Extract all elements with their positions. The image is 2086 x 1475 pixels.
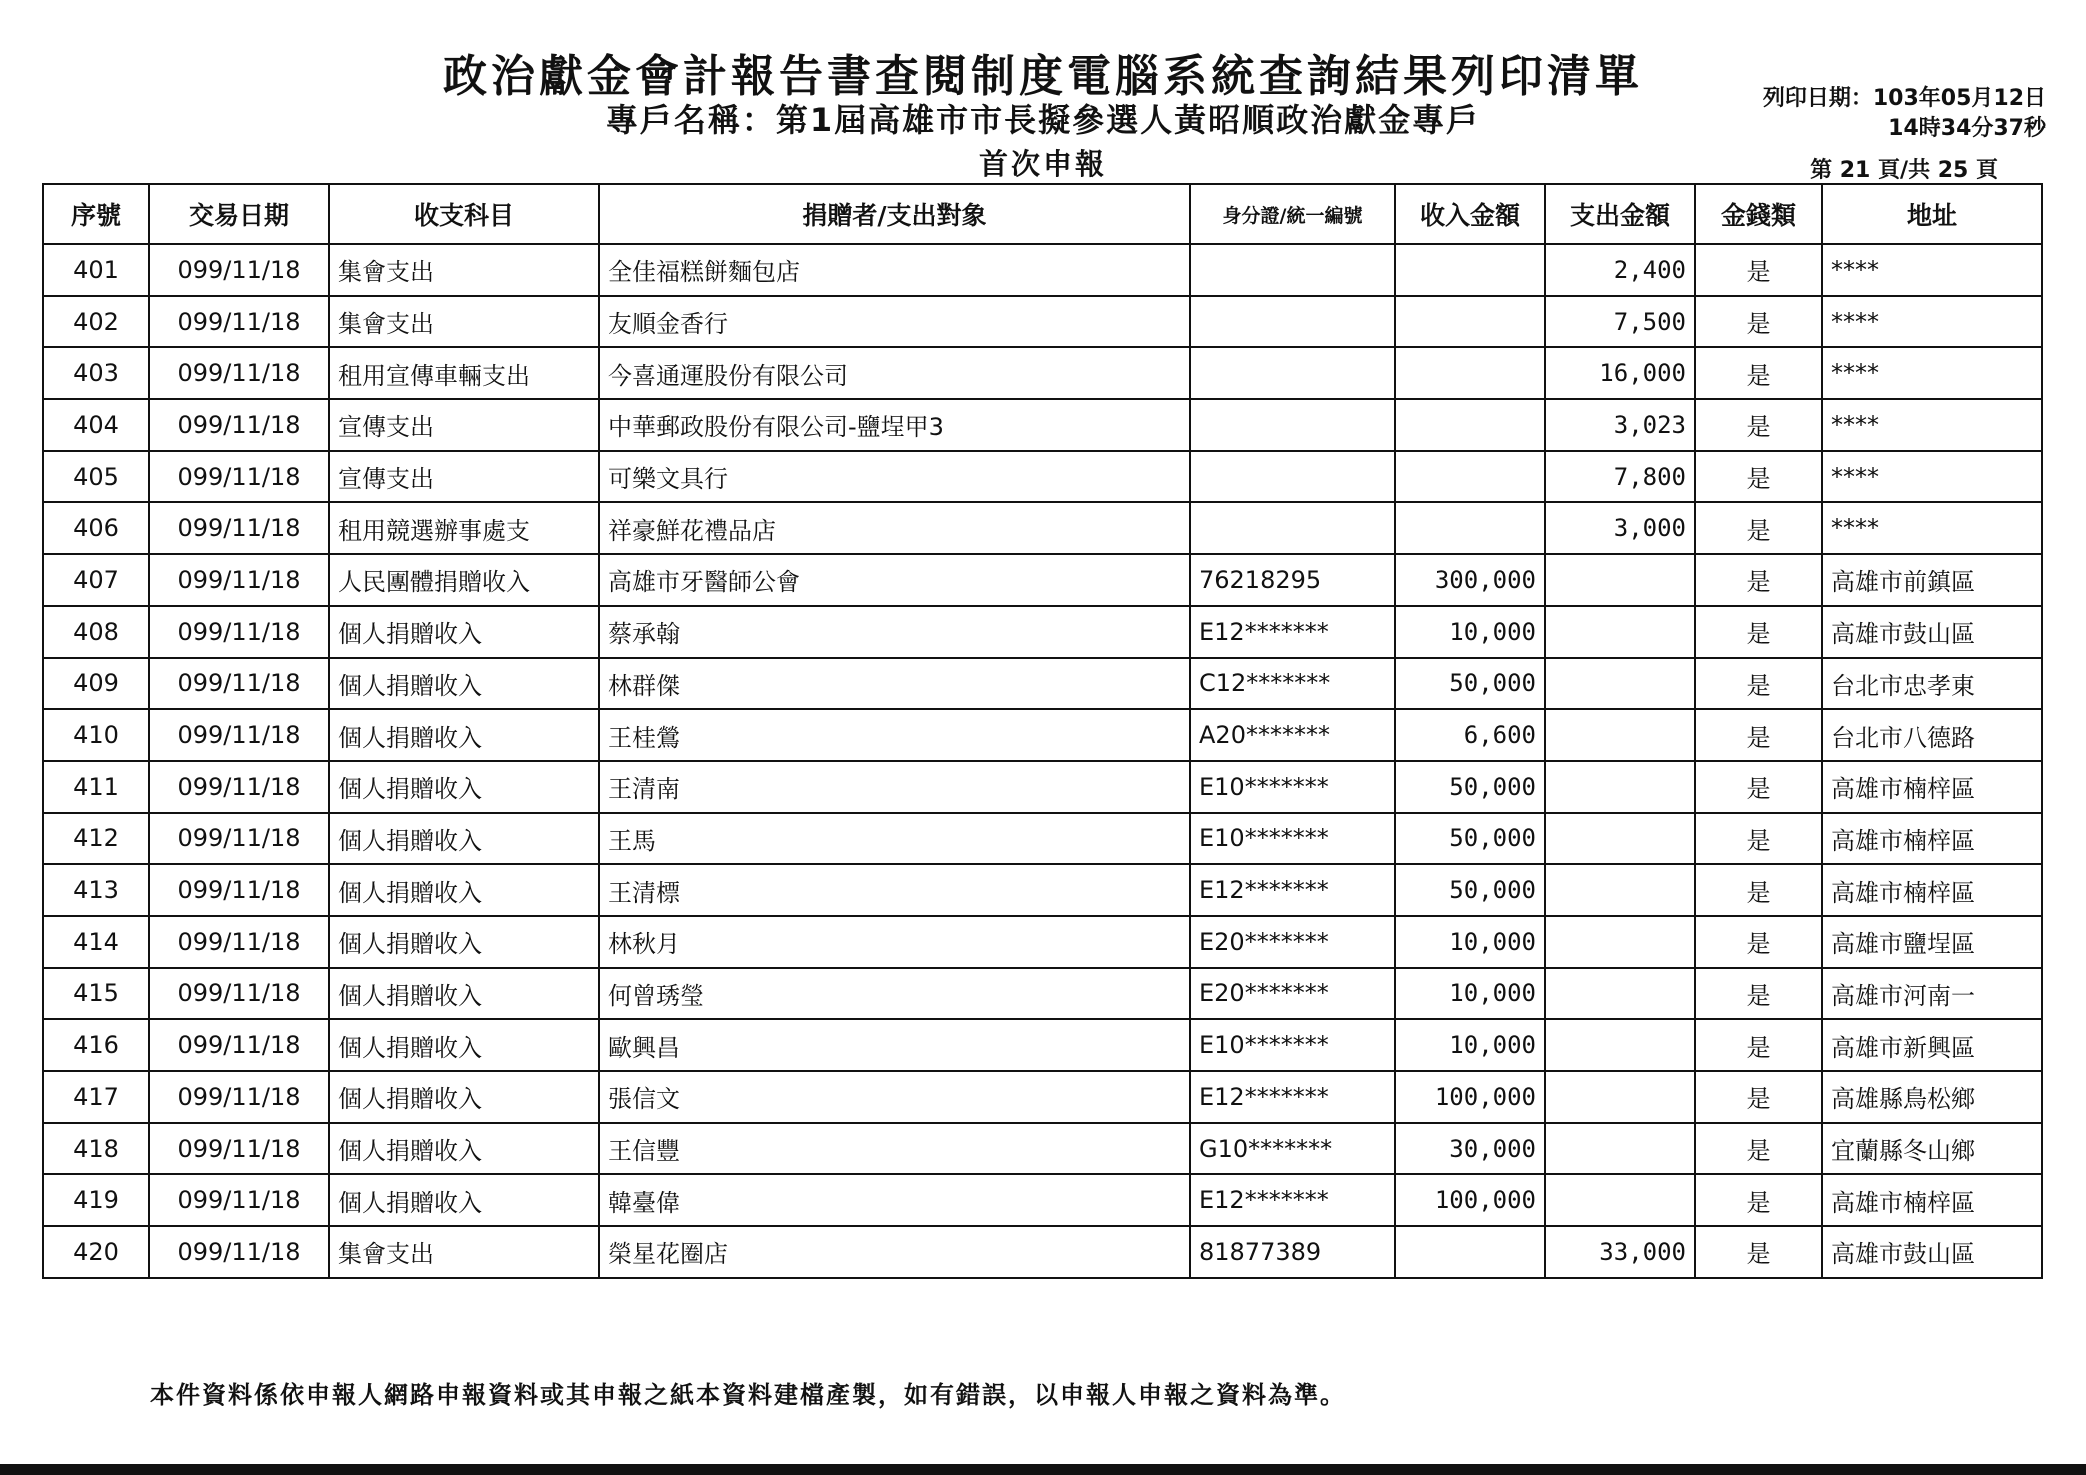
cell-address: 高雄市楠梓區 bbox=[1822, 864, 2042, 916]
cell-money-flag: 是 bbox=[1695, 1174, 1822, 1226]
cell-expense bbox=[1545, 968, 1695, 1020]
cell-date: 099/11/18 bbox=[149, 1019, 329, 1071]
cell-date: 099/11/18 bbox=[149, 813, 329, 865]
cell-expense bbox=[1545, 554, 1695, 606]
cell-expense bbox=[1545, 864, 1695, 916]
cell-party: 王馬 bbox=[599, 813, 1190, 865]
cell-address: 高雄市前鎮區 bbox=[1822, 554, 2042, 606]
table-row bbox=[43, 968, 2042, 1020]
print-date bbox=[1763, 84, 2046, 144]
print-date-line1: 列印日期：103年05月12日 bbox=[1762, 86, 2046, 111]
cell-address: **** bbox=[1822, 502, 2042, 554]
cell-seq: 405 bbox=[43, 451, 149, 503]
cell-expense bbox=[1545, 1123, 1695, 1175]
cell-money-flag: 是 bbox=[1695, 864, 1822, 916]
cell-money-flag: 是 bbox=[1695, 1071, 1822, 1123]
cell-income: 6,600 bbox=[1395, 709, 1545, 761]
cell-category: 個人捐贈收入 bbox=[329, 1174, 599, 1226]
cell-money-flag: 是 bbox=[1695, 658, 1822, 710]
cell-income bbox=[1395, 1226, 1545, 1278]
page-info: 第 21 頁/共 25 頁 bbox=[1810, 158, 1998, 183]
cell-seq: 417 bbox=[43, 1071, 149, 1123]
cell-income: 50,000 bbox=[1395, 864, 1545, 916]
cell-party: 今喜通運股份有限公司 bbox=[599, 347, 1190, 399]
cell-category: 個人捐贈收入 bbox=[329, 1071, 599, 1123]
cell-money-flag: 是 bbox=[1695, 916, 1822, 968]
cell-seq: 412 bbox=[43, 813, 149, 865]
cell-party: 祥豪鮮花禮品店 bbox=[599, 502, 1190, 554]
cell-seq: 407 bbox=[43, 554, 149, 606]
cell-id: E20******* bbox=[1190, 968, 1395, 1020]
cell-seq: 404 bbox=[43, 399, 149, 451]
table-row bbox=[43, 296, 2042, 348]
cell-seq: 408 bbox=[43, 606, 149, 658]
account-name: 專戶名稱：第1屆高雄市市長擬參選人黃昭順政治獻金專戶 bbox=[605, 101, 1481, 139]
cell-id: A20******* bbox=[1190, 709, 1395, 761]
cell-seq: 403 bbox=[43, 347, 149, 399]
cell-expense: 7,500 bbox=[1545, 296, 1695, 348]
cell-address: 高雄市新興區 bbox=[1822, 1019, 2042, 1071]
cell-id bbox=[1190, 502, 1395, 554]
cell-id bbox=[1190, 296, 1395, 348]
cell-id: E12******* bbox=[1190, 606, 1395, 658]
table-row bbox=[43, 399, 2042, 451]
cell-money-flag: 是 bbox=[1695, 554, 1822, 606]
cell-date: 099/11/18 bbox=[149, 296, 329, 348]
cell-date: 099/11/18 bbox=[149, 451, 329, 503]
cell-category: 集會支出 bbox=[329, 244, 599, 296]
cell-money-flag: 是 bbox=[1695, 296, 1822, 348]
col-header-money: 金錢類 bbox=[1695, 184, 1822, 244]
cell-seq: 409 bbox=[43, 658, 149, 710]
table-row bbox=[43, 658, 2042, 710]
cell-id: E12******* bbox=[1190, 864, 1395, 916]
cell-income bbox=[1395, 347, 1545, 399]
table-row bbox=[43, 1071, 2042, 1123]
cell-money-flag: 是 bbox=[1695, 761, 1822, 813]
cell-party: 全佳福糕餅麵包店 bbox=[599, 244, 1190, 296]
cell-address: **** bbox=[1822, 296, 2042, 348]
cell-expense bbox=[1545, 658, 1695, 710]
cell-category: 個人捐贈收入 bbox=[329, 864, 599, 916]
cell-date: 099/11/18 bbox=[149, 1226, 329, 1278]
cell-seq: 401 bbox=[43, 244, 149, 296]
print-date-line2: 14時34分37秒 bbox=[1888, 116, 2046, 141]
table-row bbox=[43, 1019, 2042, 1071]
cell-seq: 418 bbox=[43, 1123, 149, 1175]
cell-party: 王清標 bbox=[599, 864, 1190, 916]
cell-id bbox=[1190, 244, 1395, 296]
cell-date: 099/11/18 bbox=[149, 502, 329, 554]
col-header-seq: 序號 bbox=[43, 184, 149, 244]
cell-date: 099/11/18 bbox=[149, 1174, 329, 1226]
cell-money-flag: 是 bbox=[1695, 968, 1822, 1020]
cell-money-flag: 是 bbox=[1695, 1019, 1822, 1071]
col-header-category: 收支科目 bbox=[329, 184, 599, 244]
cell-date: 099/11/18 bbox=[149, 1123, 329, 1175]
cell-income: 50,000 bbox=[1395, 813, 1545, 865]
cell-money-flag: 是 bbox=[1695, 347, 1822, 399]
cell-party: 何曾琇瑩 bbox=[599, 968, 1190, 1020]
cell-party: 王信豐 bbox=[599, 1123, 1190, 1175]
cell-address: 高雄市鼓山區 bbox=[1822, 1226, 2042, 1278]
cell-id: E10******* bbox=[1190, 761, 1395, 813]
cell-expense bbox=[1545, 1174, 1695, 1226]
table-row bbox=[43, 502, 2042, 554]
table-row bbox=[43, 916, 2042, 968]
table-row bbox=[43, 1123, 2042, 1175]
cell-id: E10******* bbox=[1190, 1019, 1395, 1071]
cell-income bbox=[1395, 399, 1545, 451]
cell-seq: 413 bbox=[43, 864, 149, 916]
cell-expense: 33,000 bbox=[1545, 1226, 1695, 1278]
table-row bbox=[43, 554, 2042, 606]
cell-category: 個人捐贈收入 bbox=[329, 1019, 599, 1071]
cell-category: 個人捐贈收入 bbox=[329, 761, 599, 813]
cell-party: 高雄市牙醫師公會 bbox=[599, 554, 1190, 606]
cell-seq: 402 bbox=[43, 296, 149, 348]
cell-category: 集會支出 bbox=[329, 296, 599, 348]
cell-id: C12******* bbox=[1190, 658, 1395, 710]
cell-income bbox=[1395, 451, 1545, 503]
col-header-income: 收入金額 bbox=[1395, 184, 1545, 244]
cell-address: 高雄市鹽埕區 bbox=[1822, 916, 2042, 968]
cell-date: 099/11/18 bbox=[149, 658, 329, 710]
cell-party: 榮星花圈店 bbox=[599, 1226, 1190, 1278]
col-header-id: 身分證/統一編號 bbox=[1190, 184, 1395, 244]
cell-income bbox=[1395, 502, 1545, 554]
cell-seq: 419 bbox=[43, 1174, 149, 1226]
cell-expense: 3,000 bbox=[1545, 502, 1695, 554]
cell-address: 高雄市楠梓區 bbox=[1822, 761, 2042, 813]
cell-party: 中華郵政股份有限公司-鹽埕甲3 bbox=[599, 399, 1190, 451]
cell-expense bbox=[1545, 1019, 1695, 1071]
cell-expense bbox=[1545, 606, 1695, 658]
cell-address: 高雄市楠梓區 bbox=[1822, 1174, 2042, 1226]
cell-money-flag: 是 bbox=[1695, 1123, 1822, 1175]
cell-address: 高雄市鼓山區 bbox=[1822, 606, 2042, 658]
cell-category: 集會支出 bbox=[329, 1226, 599, 1278]
table-row bbox=[43, 451, 2042, 503]
cell-date: 099/11/18 bbox=[149, 554, 329, 606]
cell-category: 個人捐贈收入 bbox=[329, 709, 599, 761]
cell-income: 50,000 bbox=[1395, 658, 1545, 710]
cell-expense bbox=[1545, 1071, 1695, 1123]
cell-expense: 2,400 bbox=[1545, 244, 1695, 296]
table-row bbox=[43, 606, 2042, 658]
cell-money-flag: 是 bbox=[1695, 1226, 1822, 1278]
table-row bbox=[43, 813, 2042, 865]
cell-id: G10******* bbox=[1190, 1123, 1395, 1175]
cell-id: E12******* bbox=[1190, 1174, 1395, 1226]
cell-expense bbox=[1545, 709, 1695, 761]
table-row bbox=[43, 1174, 2042, 1226]
cell-party: 王清南 bbox=[599, 761, 1190, 813]
table-body bbox=[43, 244, 2042, 1278]
cell-category: 個人捐贈收入 bbox=[329, 916, 599, 968]
cell-seq: 415 bbox=[43, 968, 149, 1020]
cell-money-flag: 是 bbox=[1695, 709, 1822, 761]
cell-id bbox=[1190, 399, 1395, 451]
cell-category: 宣傳支出 bbox=[329, 451, 599, 503]
cell-category: 個人捐贈收入 bbox=[329, 968, 599, 1020]
cell-income bbox=[1395, 244, 1545, 296]
cell-address: 高雄縣鳥松鄉 bbox=[1822, 1071, 2042, 1123]
page-title: 政治獻金會計報告書查閱制度電腦系統查詢結果列印清單 bbox=[443, 51, 1643, 102]
cell-income: 300,000 bbox=[1395, 554, 1545, 606]
table-row bbox=[43, 709, 2042, 761]
cell-income: 10,000 bbox=[1395, 916, 1545, 968]
cell-address: 高雄市楠梓區 bbox=[1822, 813, 2042, 865]
cell-party: 王桂鶯 bbox=[599, 709, 1190, 761]
cell-income bbox=[1395, 296, 1545, 348]
cell-category: 個人捐贈收入 bbox=[329, 813, 599, 865]
cell-date: 099/11/18 bbox=[149, 709, 329, 761]
cell-date: 099/11/18 bbox=[149, 864, 329, 916]
cell-category: 租用競選辦事處支 bbox=[329, 502, 599, 554]
cell-id: E10******* bbox=[1190, 813, 1395, 865]
cell-category: 個人捐贈收入 bbox=[329, 606, 599, 658]
cell-income: 50,000 bbox=[1395, 761, 1545, 813]
cell-category: 人民團體捐贈收入 bbox=[329, 554, 599, 606]
cell-expense: 7,800 bbox=[1545, 451, 1695, 503]
cell-address: 宜蘭縣冬山鄉 bbox=[1822, 1123, 2042, 1175]
cell-expense bbox=[1545, 761, 1695, 813]
cell-party: 蔡承翰 bbox=[599, 606, 1190, 658]
cell-date: 099/11/18 bbox=[149, 1071, 329, 1123]
cell-id bbox=[1190, 347, 1395, 399]
table-row bbox=[43, 244, 2042, 296]
footer-note: 本件資料係依申報人網路申報資料或其申報之紙本資料建檔產製，如有錯誤，以申報人申報之資料為準。 bbox=[150, 1381, 1346, 1409]
cell-party: 林秋月 bbox=[599, 916, 1190, 968]
cell-expense bbox=[1545, 813, 1695, 865]
cell-date: 099/11/18 bbox=[149, 347, 329, 399]
cell-income: 10,000 bbox=[1395, 1019, 1545, 1071]
cell-income: 10,000 bbox=[1395, 968, 1545, 1020]
cell-date: 099/11/18 bbox=[149, 916, 329, 968]
cell-expense: 3,023 bbox=[1545, 399, 1695, 451]
col-header-date: 交易日期 bbox=[149, 184, 329, 244]
cell-seq: 406 bbox=[43, 502, 149, 554]
cell-money-flag: 是 bbox=[1695, 606, 1822, 658]
cell-seq: 410 bbox=[43, 709, 149, 761]
cell-money-flag: 是 bbox=[1695, 399, 1822, 451]
cell-party: 可樂文具行 bbox=[599, 451, 1190, 503]
cell-income: 10,000 bbox=[1395, 606, 1545, 658]
cell-address: **** bbox=[1822, 451, 2042, 503]
cell-income: 100,000 bbox=[1395, 1174, 1545, 1226]
cell-expense bbox=[1545, 916, 1695, 968]
cell-seq: 414 bbox=[43, 916, 149, 968]
cell-money-flag: 是 bbox=[1695, 244, 1822, 296]
cell-date: 099/11/18 bbox=[149, 606, 329, 658]
cell-id: 76218295 bbox=[1190, 554, 1395, 606]
cell-party: 韓臺偉 bbox=[599, 1174, 1190, 1226]
cell-category: 個人捐贈收入 bbox=[329, 658, 599, 710]
cell-address: 台北市忠孝東 bbox=[1822, 658, 2042, 710]
cell-date: 099/11/18 bbox=[149, 761, 329, 813]
cell-seq: 416 bbox=[43, 1019, 149, 1071]
col-header-address: 地址 bbox=[1822, 184, 2042, 244]
cell-party: 歐興昌 bbox=[599, 1019, 1190, 1071]
cell-income: 30,000 bbox=[1395, 1123, 1545, 1175]
cell-id bbox=[1190, 451, 1395, 503]
cell-party: 張信文 bbox=[599, 1071, 1190, 1123]
cell-expense: 16,000 bbox=[1545, 347, 1695, 399]
cell-party: 林群傑 bbox=[599, 658, 1190, 710]
cell-id: E12******* bbox=[1190, 1071, 1395, 1123]
cell-address: 台北市八德路 bbox=[1822, 709, 2042, 761]
cell-date: 099/11/18 bbox=[149, 244, 329, 296]
cell-id: E20******* bbox=[1190, 916, 1395, 968]
report-table bbox=[42, 183, 2043, 1279]
table-row bbox=[43, 347, 2042, 399]
table-row bbox=[43, 1226, 2042, 1278]
cell-party: 友順金香行 bbox=[599, 296, 1190, 348]
bottom-rule bbox=[0, 1464, 2086, 1475]
cell-address: **** bbox=[1822, 347, 2042, 399]
cell-category: 個人捐贈收入 bbox=[329, 1123, 599, 1175]
cell-category: 租用宣傳車輛支出 bbox=[329, 347, 599, 399]
report-type: 首次申報 bbox=[978, 147, 1107, 181]
cell-address: **** bbox=[1822, 399, 2042, 451]
table-header-row bbox=[43, 184, 2042, 244]
col-header-expense: 支出金額 bbox=[1545, 184, 1695, 244]
cell-id: 81877389 bbox=[1190, 1226, 1395, 1278]
cell-money-flag: 是 bbox=[1695, 502, 1822, 554]
table-row bbox=[43, 864, 2042, 916]
cell-date: 099/11/18 bbox=[149, 399, 329, 451]
cell-money-flag: 是 bbox=[1695, 451, 1822, 503]
cell-address: 高雄市河南一 bbox=[1822, 968, 2042, 1020]
cell-money-flag: 是 bbox=[1695, 813, 1822, 865]
cell-address: **** bbox=[1822, 244, 2042, 296]
cell-seq: 411 bbox=[43, 761, 149, 813]
cell-category: 宣傳支出 bbox=[329, 399, 599, 451]
col-header-party: 捐贈者/支出對象 bbox=[599, 184, 1190, 244]
cell-income: 100,000 bbox=[1395, 1071, 1545, 1123]
cell-seq: 420 bbox=[43, 1226, 149, 1278]
cell-date: 099/11/18 bbox=[149, 968, 329, 1020]
table-row bbox=[43, 761, 2042, 813]
